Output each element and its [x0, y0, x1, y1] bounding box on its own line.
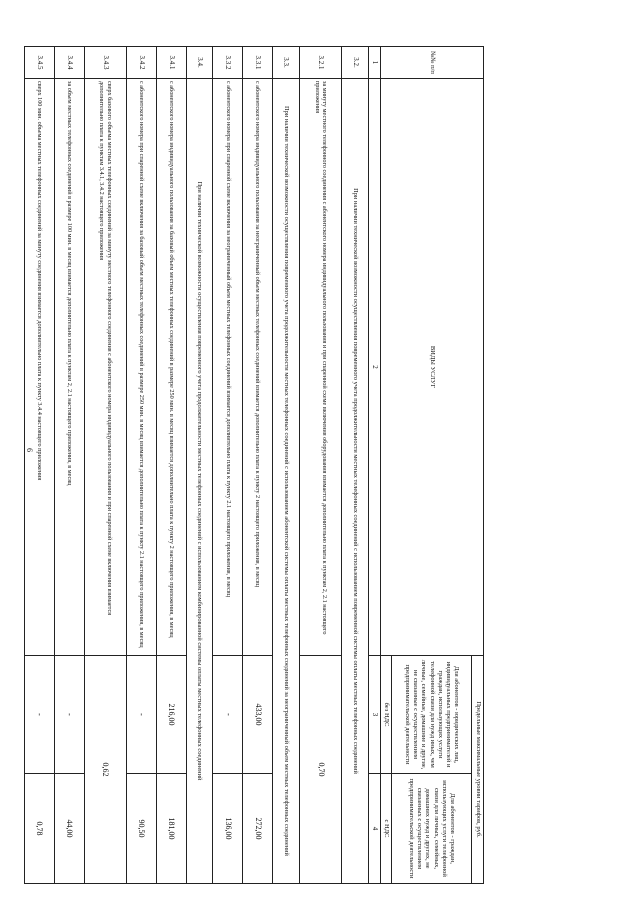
row-number: 3.2.1 [299, 47, 341, 79]
row-number: 3.4.4 [54, 47, 84, 79]
service-description: с абонентского номера индивидуального пользования за базовый объем местных телефонных соединений в размере 250 мин. в месяц взимается дополнительно плата к пункту 2 настоящего приложения, в месяц [156, 79, 186, 656]
header-group-a: Для абонентов - юридических лиц, индивидуальных предпринимателей и граждан, использующих услуги телефонной связи для нужд иных, чем личные, семейные, домашние и другие, не связанные с осуществлением предпринимательской деятельности [392, 656, 472, 774]
tariff-value-no-vat: - [126, 656, 156, 774]
header-num: №№ п/п [380, 47, 483, 79]
tariff-value-with-vat: 0,78 [25, 774, 55, 884]
header-price-caption: Предельные максимальные уровни тарифов, руб. [472, 656, 484, 884]
column-number-4: 4 [369, 774, 381, 884]
row-number: 3.4.3 [84, 47, 126, 79]
row-number: 3.4.5 [25, 47, 55, 79]
tariff-value-with-vat: 272,00 [243, 774, 273, 884]
table-row [54, 47, 84, 884]
tariff-table [24, 46, 484, 884]
tariff-value-merged: 0,70 [299, 656, 341, 884]
tariff-value-no-vat: - [54, 656, 84, 774]
service-description: с абонентского номера индивидуального пользования за неограниченный объем местных телефонных соединений взимается дополнительно плата к пункту 2 настоящего приложения, в месяц [243, 79, 273, 656]
tariff-value-with-vat: 136,00 [213, 774, 243, 884]
section-title: При наличии технической возможности осуществления повременного учета продолжительности местных телефонных соединений с использованием комбинированной системы оплаты местных телефонных соединений [186, 79, 213, 884]
column-number-1: 1 [369, 47, 381, 79]
row-number: 3.3. [272, 47, 299, 79]
row-number: 3.3.2 [213, 47, 243, 79]
service-description: за объем местных телефонных соединений в размере 100 мин. в месяц взимается дополнительно плата к пунктам 2, 2.1 настоящего приложения, в месяц [54, 79, 84, 656]
service-description: сверх 100 мин. объема местных телефонных соединений за минуту соединения взимается дополнительно плата к пункту 3.4.4 настоящего приложения [25, 79, 55, 656]
service-description: за минуту местного телефонного соединения с абонентского номера индивидуального пользования и при спаренной схеме включения оборудования взимается дополнительно плата к пунктам 2, 2.1 настоящего приложения [299, 79, 341, 656]
row-number: 3.4. [186, 47, 213, 79]
section-row [186, 47, 213, 884]
tariff-value-with-vat: 44,00 [54, 774, 84, 884]
tariff-value-with-vat: 90,50 [126, 774, 156, 884]
section-title: При наличии технической возможности осуществления повременного учета продолжительности местных телефонных соединений с использованием повременной системы оплаты местных телефонных соединений [342, 79, 369, 884]
section-row [272, 47, 299, 884]
row-number: 3.2. [342, 47, 369, 79]
service-description: с абонентского номера при спаренной схеме включения за базовый объем местных телефонных соединений в размере 250 мин. в месяц взимается дополнительно плата к пункту 2.1 настоящего приложения, в месяц [126, 79, 156, 656]
row-number: 3.3.1 [243, 47, 273, 79]
section-row [342, 47, 369, 884]
header-with-vat: с НДС [380, 774, 391, 884]
column-number-3: 3 [369, 656, 381, 774]
tariff-table-container [24, 46, 484, 884]
tariff-value-no-vat: - [213, 656, 243, 774]
row-number: 3.4.1 [156, 47, 186, 79]
service-description: сверх базового объема местных телефонных соединений за минуту местного телефонного соединения с абонентского номера индивидуального пользования и при спаренной схеме включения взимается дополнительно плата к пунктам 3.4.1, 3.4.2 настоящего приложения [84, 79, 126, 656]
table-row [299, 47, 341, 884]
service-description: с абонентского номера при спаренной схеме включения за неограниченный объем местных телефонных соединений взимается дополнительно плата к пункту 2.1 настоящего приложения, в месяц [213, 79, 243, 656]
row-number: 3.4.2 [126, 47, 156, 79]
section-title: При наличии технической возможности осуществления повременного учета продолжительности местных телефонных соединений с использованием абонентской системы оплаты местных телефонных соединений за неограниченный объем местных телефонных соединений [272, 79, 299, 884]
header-no-vat: без НДС [380, 656, 391, 774]
table-row [243, 47, 273, 884]
table-row [84, 47, 126, 884]
page-number: 6 [25, 448, 34, 452]
tariff-value-no-vat: - [25, 656, 55, 774]
tariff-value-merged: 0,62 [84, 656, 126, 884]
table-row [156, 47, 186, 884]
tariff-value-no-vat: 216,00 [156, 656, 186, 774]
table-row [25, 47, 55, 884]
tariff-value-with-vat: 181,00 [156, 774, 186, 884]
table-row [126, 47, 156, 884]
column-number-2: 2 [369, 79, 381, 656]
table-row [213, 47, 243, 884]
header-group-b: Для абонентов - граждан, использующих услуги телефонной связи для личных, семейных, домашних нужд и других, не связанных с осуществлением предпринимательской деятельности [392, 774, 472, 884]
header-service: ВИДЫ УСЛУГ [380, 79, 483, 656]
tariff-value-no-vat: 433,00 [243, 656, 273, 774]
